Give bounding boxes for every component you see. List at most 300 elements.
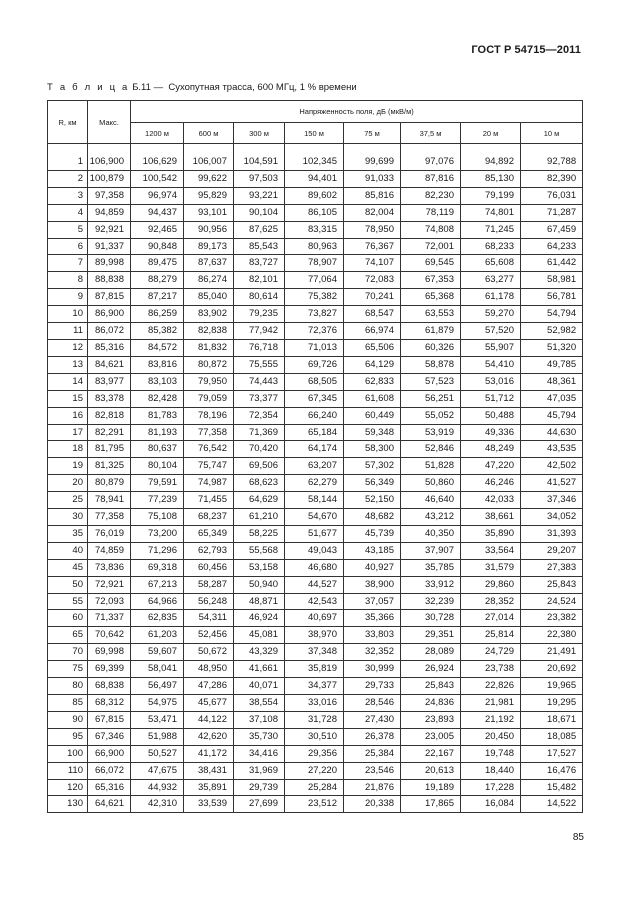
value-cell: 62,793 bbox=[184, 542, 234, 559]
value-cell: 80,104 bbox=[131, 458, 184, 475]
value-cell: 83,378 bbox=[88, 390, 131, 407]
value-cell: 27,383 bbox=[521, 559, 583, 576]
value-cell: 71,296 bbox=[131, 542, 184, 559]
value-cell: 102,345 bbox=[285, 154, 344, 170]
value-cell: 90,956 bbox=[184, 221, 234, 238]
value-cell: 35,819 bbox=[285, 661, 344, 678]
distance-cell: 25 bbox=[48, 492, 88, 509]
value-cell: 58,225 bbox=[234, 525, 285, 542]
value-cell: 84,621 bbox=[88, 356, 131, 373]
value-cell: 96,974 bbox=[131, 187, 184, 204]
value-cell: 84,572 bbox=[131, 339, 184, 356]
value-cell: 43,535 bbox=[521, 441, 583, 458]
table-row bbox=[48, 762, 583, 779]
value-cell: 82,004 bbox=[344, 204, 401, 221]
value-cell: 69,318 bbox=[131, 559, 184, 576]
value-cell: 33,912 bbox=[401, 576, 461, 593]
value-cell: 51,712 bbox=[461, 390, 521, 407]
value-cell: 56,497 bbox=[131, 678, 184, 695]
value-cell: 27,699 bbox=[234, 796, 285, 813]
table-row bbox=[48, 373, 583, 390]
value-cell: 73,836 bbox=[88, 559, 131, 576]
value-cell: 100,879 bbox=[88, 170, 131, 187]
value-cell: 67,345 bbox=[285, 390, 344, 407]
table-row bbox=[48, 525, 583, 542]
value-cell: 64,621 bbox=[88, 796, 131, 813]
table-row bbox=[48, 610, 583, 627]
value-cell: 85,040 bbox=[184, 289, 234, 306]
value-cell: 29,733 bbox=[344, 678, 401, 695]
column-header-max: Макс. bbox=[88, 101, 131, 144]
distance-cell: 5 bbox=[48, 221, 88, 238]
value-cell: 74,808 bbox=[401, 221, 461, 238]
value-cell: 81,795 bbox=[88, 441, 131, 458]
value-cell: 57,520 bbox=[461, 323, 521, 340]
value-cell: 45,739 bbox=[344, 525, 401, 542]
value-cell: 87,625 bbox=[234, 221, 285, 238]
table-row bbox=[48, 424, 583, 441]
value-cell: 60,326 bbox=[401, 339, 461, 356]
value-cell: 72,001 bbox=[401, 238, 461, 255]
value-cell: 82,818 bbox=[88, 407, 131, 424]
distance-cell: 85 bbox=[48, 695, 88, 712]
table-row bbox=[48, 678, 583, 695]
distance-cell: 6 bbox=[48, 238, 88, 255]
distance-cell: 18 bbox=[48, 441, 88, 458]
value-cell: 37,348 bbox=[285, 644, 344, 661]
value-cell: 78,119 bbox=[401, 204, 461, 221]
value-cell: 17,527 bbox=[521, 745, 583, 762]
value-cell: 37,907 bbox=[401, 542, 461, 559]
value-cell: 29,351 bbox=[401, 627, 461, 644]
value-cell: 38,431 bbox=[184, 762, 234, 779]
table-title: Сухопутная трасса, 600 МГц, 1 % времени bbox=[168, 82, 357, 93]
value-cell: 77,942 bbox=[234, 323, 285, 340]
column-header-height: 600 м bbox=[184, 123, 234, 144]
value-cell: 51,677 bbox=[285, 525, 344, 542]
value-cell: 72,354 bbox=[234, 407, 285, 424]
value-cell: 80,963 bbox=[285, 238, 344, 255]
value-cell: 33,803 bbox=[344, 627, 401, 644]
value-cell: 100,542 bbox=[131, 170, 184, 187]
value-cell: 38,661 bbox=[461, 509, 521, 526]
value-cell: 27,014 bbox=[461, 610, 521, 627]
value-cell: 21,981 bbox=[461, 695, 521, 712]
value-cell: 56,251 bbox=[401, 390, 461, 407]
value-cell: 15,482 bbox=[521, 779, 583, 796]
value-cell: 87,815 bbox=[88, 289, 131, 306]
table-body bbox=[48, 144, 583, 813]
value-cell: 33,539 bbox=[184, 796, 234, 813]
table-row bbox=[48, 492, 583, 509]
value-cell: 68,623 bbox=[234, 475, 285, 492]
value-cell: 85,316 bbox=[88, 339, 131, 356]
value-cell: 74,443 bbox=[234, 373, 285, 390]
value-cell: 64,174 bbox=[285, 441, 344, 458]
value-cell: 58,144 bbox=[285, 492, 344, 509]
value-cell: 50,527 bbox=[131, 745, 184, 762]
value-cell: 86,274 bbox=[184, 272, 234, 289]
value-cell: 82,101 bbox=[234, 272, 285, 289]
value-cell: 74,801 bbox=[461, 204, 521, 221]
distance-cell: 7 bbox=[48, 255, 88, 272]
value-cell: 76,718 bbox=[234, 339, 285, 356]
value-cell: 87,816 bbox=[401, 170, 461, 187]
value-cell: 23,382 bbox=[521, 610, 583, 627]
table-row bbox=[48, 576, 583, 593]
table-row bbox=[48, 221, 583, 238]
value-cell: 93,221 bbox=[234, 187, 285, 204]
value-cell: 60,456 bbox=[184, 559, 234, 576]
value-cell: 83,103 bbox=[131, 373, 184, 390]
value-cell: 46,246 bbox=[461, 475, 521, 492]
value-cell: 25,843 bbox=[521, 576, 583, 593]
value-cell: 22,826 bbox=[461, 678, 521, 695]
table-row bbox=[48, 339, 583, 356]
value-cell: 94,437 bbox=[131, 204, 184, 221]
value-cell: 27,430 bbox=[344, 711, 401, 728]
value-cell: 91,033 bbox=[344, 170, 401, 187]
value-cell: 20,613 bbox=[401, 762, 461, 779]
value-cell: 95,829 bbox=[184, 187, 234, 204]
value-cell: 65,506 bbox=[344, 339, 401, 356]
value-cell: 18,085 bbox=[521, 728, 583, 745]
value-cell: 18,671 bbox=[521, 711, 583, 728]
distance-cell: 1 bbox=[48, 154, 88, 170]
distance-cell: 65 bbox=[48, 627, 88, 644]
value-cell: 69,998 bbox=[88, 644, 131, 661]
column-header-height: 150 м bbox=[285, 123, 344, 144]
value-cell: 31,579 bbox=[461, 559, 521, 576]
value-cell: 23,893 bbox=[401, 711, 461, 728]
value-cell: 40,697 bbox=[285, 610, 344, 627]
table-row bbox=[48, 441, 583, 458]
value-cell: 89,998 bbox=[88, 255, 131, 272]
column-header-height: 10 м bbox=[521, 123, 583, 144]
value-cell: 24,524 bbox=[521, 593, 583, 610]
value-cell: 51,828 bbox=[401, 458, 461, 475]
value-cell: 20,338 bbox=[344, 796, 401, 813]
value-cell: 42,033 bbox=[461, 492, 521, 509]
value-cell: 41,172 bbox=[184, 745, 234, 762]
value-cell: 61,210 bbox=[234, 509, 285, 526]
column-header-height: 75 м bbox=[344, 123, 401, 144]
table-number: Б.11 — bbox=[132, 82, 164, 93]
value-cell: 19,189 bbox=[401, 779, 461, 796]
table-row bbox=[48, 627, 583, 644]
value-cell: 24,729 bbox=[461, 644, 521, 661]
distance-cell: 95 bbox=[48, 728, 88, 745]
value-cell: 61,203 bbox=[131, 627, 184, 644]
distance-cell: 14 bbox=[48, 373, 88, 390]
distance-cell: 55 bbox=[48, 593, 88, 610]
value-cell: 67,459 bbox=[521, 221, 583, 238]
value-cell: 85,130 bbox=[461, 170, 521, 187]
value-cell: 34,052 bbox=[521, 509, 583, 526]
table-row bbox=[48, 745, 583, 762]
distance-cell: 30 bbox=[48, 509, 88, 526]
value-cell: 82,428 bbox=[131, 390, 184, 407]
value-cell: 22,167 bbox=[401, 745, 461, 762]
value-cell: 48,682 bbox=[344, 509, 401, 526]
value-cell: 104,591 bbox=[234, 154, 285, 170]
table-row bbox=[48, 356, 583, 373]
value-cell: 35,730 bbox=[234, 728, 285, 745]
value-cell: 67,213 bbox=[131, 576, 184, 593]
value-cell: 75,108 bbox=[131, 509, 184, 526]
value-cell: 65,368 bbox=[401, 289, 461, 306]
value-cell: 69,545 bbox=[401, 255, 461, 272]
value-cell: 35,366 bbox=[344, 610, 401, 627]
value-cell: 32,352 bbox=[344, 644, 401, 661]
value-cell: 106,629 bbox=[131, 154, 184, 170]
value-cell: 33,564 bbox=[461, 542, 521, 559]
value-cell: 70,420 bbox=[234, 441, 285, 458]
value-cell: 25,814 bbox=[461, 627, 521, 644]
value-cell: 50,488 bbox=[461, 407, 521, 424]
page-number: 85 bbox=[572, 832, 584, 843]
value-cell: 41,527 bbox=[521, 475, 583, 492]
value-cell: 87,217 bbox=[131, 289, 184, 306]
value-cell: 67,353 bbox=[401, 272, 461, 289]
value-cell: 21,491 bbox=[521, 644, 583, 661]
value-cell: 29,860 bbox=[461, 576, 521, 593]
value-cell: 88,838 bbox=[88, 272, 131, 289]
value-cell: 42,502 bbox=[521, 458, 583, 475]
distance-cell: 17 bbox=[48, 424, 88, 441]
value-cell: 64,129 bbox=[344, 356, 401, 373]
table-row bbox=[48, 559, 583, 576]
value-cell: 74,987 bbox=[184, 475, 234, 492]
value-cell: 72,083 bbox=[344, 272, 401, 289]
distance-cell: 9 bbox=[48, 289, 88, 306]
value-cell: 19,748 bbox=[461, 745, 521, 762]
value-cell: 69,506 bbox=[234, 458, 285, 475]
value-cell: 58,041 bbox=[131, 661, 184, 678]
value-cell: 29,207 bbox=[521, 542, 583, 559]
value-cell: 71,245 bbox=[461, 221, 521, 238]
value-cell: 61,442 bbox=[521, 255, 583, 272]
value-cell: 68,505 bbox=[285, 373, 344, 390]
value-cell: 17,228 bbox=[461, 779, 521, 796]
value-cell: 38,900 bbox=[344, 576, 401, 593]
value-cell: 44,630 bbox=[521, 424, 583, 441]
value-cell: 43,185 bbox=[344, 542, 401, 559]
value-cell: 64,629 bbox=[234, 492, 285, 509]
value-cell: 65,316 bbox=[88, 779, 131, 796]
value-cell: 14,522 bbox=[521, 796, 583, 813]
value-cell: 30,510 bbox=[285, 728, 344, 745]
value-cell: 72,093 bbox=[88, 593, 131, 610]
value-cell: 77,358 bbox=[88, 509, 131, 526]
value-cell: 27,220 bbox=[285, 762, 344, 779]
value-cell: 60,449 bbox=[344, 407, 401, 424]
distance-cell: 4 bbox=[48, 204, 88, 221]
distance-cell: 90 bbox=[48, 711, 88, 728]
value-cell: 54,794 bbox=[521, 306, 583, 323]
value-cell: 86,105 bbox=[285, 204, 344, 221]
distance-cell: 2 bbox=[48, 170, 88, 187]
value-cell: 92,921 bbox=[88, 221, 131, 238]
value-cell: 62,835 bbox=[131, 610, 184, 627]
value-cell: 21,192 bbox=[461, 711, 521, 728]
value-cell: 44,122 bbox=[184, 711, 234, 728]
distance-cell: 40 bbox=[48, 542, 88, 559]
value-cell: 83,977 bbox=[88, 373, 131, 390]
value-cell: 75,555 bbox=[234, 356, 285, 373]
value-cell: 56,349 bbox=[344, 475, 401, 492]
value-cell: 63,277 bbox=[461, 272, 521, 289]
value-cell: 49,043 bbox=[285, 542, 344, 559]
value-cell: 19,965 bbox=[521, 678, 583, 695]
value-cell: 92,465 bbox=[131, 221, 184, 238]
value-cell: 56,248 bbox=[184, 593, 234, 610]
value-cell: 38,970 bbox=[285, 627, 344, 644]
value-cell: 77,064 bbox=[285, 272, 344, 289]
value-cell: 74,859 bbox=[88, 542, 131, 559]
value-cell: 81,832 bbox=[184, 339, 234, 356]
column-group-header: Напряженность поля, дБ (мкВ/м) bbox=[131, 101, 583, 123]
value-cell: 21,876 bbox=[344, 779, 401, 796]
table-row bbox=[48, 306, 583, 323]
value-cell: 94,859 bbox=[88, 204, 131, 221]
value-cell: 89,602 bbox=[285, 187, 344, 204]
distance-cell: 16 bbox=[48, 407, 88, 424]
table-row bbox=[48, 796, 583, 813]
value-cell: 28,546 bbox=[344, 695, 401, 712]
value-cell: 53,158 bbox=[234, 559, 285, 576]
value-cell: 61,178 bbox=[461, 289, 521, 306]
standard-designation: ГОСТ Р 54715—2011 bbox=[471, 44, 581, 56]
value-cell: 79,059 bbox=[184, 390, 234, 407]
value-cell: 73,827 bbox=[285, 306, 344, 323]
value-cell: 87,637 bbox=[184, 255, 234, 272]
table-row bbox=[48, 644, 583, 661]
table-row bbox=[48, 407, 583, 424]
distance-cell: 70 bbox=[48, 644, 88, 661]
value-cell: 80,879 bbox=[88, 475, 131, 492]
value-cell: 50,860 bbox=[401, 475, 461, 492]
value-cell: 73,200 bbox=[131, 525, 184, 542]
value-cell: 83,816 bbox=[131, 356, 184, 373]
distance-cell: 3 bbox=[48, 187, 88, 204]
value-cell: 86,072 bbox=[88, 323, 131, 340]
table-row bbox=[48, 238, 583, 255]
value-cell: 106,007 bbox=[184, 154, 234, 170]
value-cell: 68,838 bbox=[88, 678, 131, 695]
value-cell: 55,907 bbox=[461, 339, 521, 356]
value-cell: 69,726 bbox=[285, 356, 344, 373]
value-cell: 35,891 bbox=[184, 779, 234, 796]
value-cell: 77,358 bbox=[184, 424, 234, 441]
value-cell: 22,380 bbox=[521, 627, 583, 644]
distance-cell: 110 bbox=[48, 762, 88, 779]
value-cell: 78,950 bbox=[344, 221, 401, 238]
value-cell: 58,981 bbox=[521, 272, 583, 289]
distance-cell: 120 bbox=[48, 779, 88, 796]
value-cell: 23,512 bbox=[285, 796, 344, 813]
value-cell: 81,325 bbox=[88, 458, 131, 475]
value-cell: 80,872 bbox=[184, 356, 234, 373]
value-cell: 68,547 bbox=[344, 306, 401, 323]
value-cell: 45,081 bbox=[234, 627, 285, 644]
value-cell: 45,794 bbox=[521, 407, 583, 424]
value-cell: 59,607 bbox=[131, 644, 184, 661]
value-cell: 71,455 bbox=[184, 492, 234, 509]
value-cell: 99,622 bbox=[184, 170, 234, 187]
value-cell: 93,101 bbox=[184, 204, 234, 221]
value-cell: 42,620 bbox=[184, 728, 234, 745]
value-cell: 34,377 bbox=[285, 678, 344, 695]
value-cell: 49,785 bbox=[521, 356, 583, 373]
value-cell: 35,890 bbox=[461, 525, 521, 542]
value-cell: 31,969 bbox=[234, 762, 285, 779]
value-cell: 51,988 bbox=[131, 728, 184, 745]
column-header-height: 20 м bbox=[461, 123, 521, 144]
value-cell: 26,378 bbox=[344, 728, 401, 745]
value-cell: 28,089 bbox=[401, 644, 461, 661]
value-cell: 81,193 bbox=[131, 424, 184, 441]
value-cell: 48,871 bbox=[234, 593, 285, 610]
table-row bbox=[48, 593, 583, 610]
table-row bbox=[48, 204, 583, 221]
value-cell: 83,902 bbox=[184, 306, 234, 323]
value-cell: 25,284 bbox=[285, 779, 344, 796]
value-cell: 78,196 bbox=[184, 407, 234, 424]
distance-cell: 45 bbox=[48, 559, 88, 576]
value-cell: 97,503 bbox=[234, 170, 285, 187]
column-header-height: 300 м bbox=[234, 123, 285, 144]
value-cell: 59,348 bbox=[344, 424, 401, 441]
value-cell: 37,108 bbox=[234, 711, 285, 728]
distance-cell: 75 bbox=[48, 661, 88, 678]
value-cell: 67,346 bbox=[88, 728, 131, 745]
value-cell: 71,369 bbox=[234, 424, 285, 441]
value-cell: 67,815 bbox=[88, 711, 131, 728]
value-cell: 68,233 bbox=[461, 238, 521, 255]
value-cell: 37,057 bbox=[344, 593, 401, 610]
value-cell: 51,320 bbox=[521, 339, 583, 356]
value-cell: 40,350 bbox=[401, 525, 461, 542]
value-cell: 66,240 bbox=[285, 407, 344, 424]
value-cell: 76,367 bbox=[344, 238, 401, 255]
value-cell: 72,376 bbox=[285, 323, 344, 340]
value-cell: 23,738 bbox=[461, 661, 521, 678]
value-cell: 77,239 bbox=[131, 492, 184, 509]
value-cell: 45,677 bbox=[184, 695, 234, 712]
value-cell: 25,384 bbox=[344, 745, 401, 762]
value-cell: 66,974 bbox=[344, 323, 401, 340]
value-cell: 37,346 bbox=[521, 492, 583, 509]
table-row bbox=[48, 255, 583, 272]
value-cell: 75,382 bbox=[285, 289, 344, 306]
value-cell: 74,107 bbox=[344, 255, 401, 272]
value-cell: 79,235 bbox=[234, 306, 285, 323]
value-cell: 53,919 bbox=[401, 424, 461, 441]
value-cell: 65,184 bbox=[285, 424, 344, 441]
distance-cell: 80 bbox=[48, 678, 88, 695]
value-cell: 75,747 bbox=[184, 458, 234, 475]
value-cell: 35,785 bbox=[401, 559, 461, 576]
value-cell: 42,310 bbox=[131, 796, 184, 813]
value-cell: 57,523 bbox=[401, 373, 461, 390]
value-cell: 25,843 bbox=[401, 678, 461, 695]
value-cell: 31,393 bbox=[521, 525, 583, 542]
value-cell: 20,692 bbox=[521, 661, 583, 678]
value-cell: 92,788 bbox=[521, 154, 583, 170]
value-cell: 71,287 bbox=[521, 204, 583, 221]
value-cell: 97,358 bbox=[88, 187, 131, 204]
